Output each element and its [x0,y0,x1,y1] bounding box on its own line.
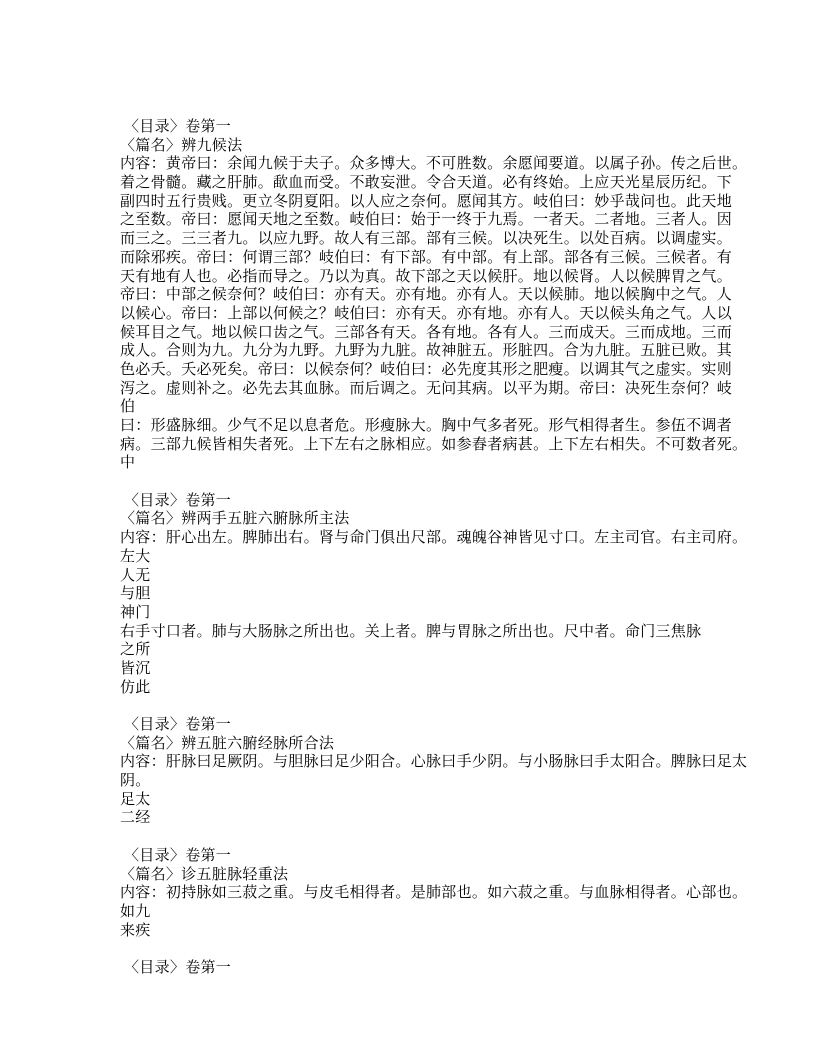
chapter-title: 〈篇名〉诊五脏脉轻重法 [120,864,289,883]
content-line: 病。三部九候皆相失者死。上下左右之脉相应。如参舂者病甚。上下左右相失。不可数者死。 [120,434,748,453]
content-line: 内容：肝脉曰足厥阴。与胆脉曰足少阳合。心脉曰手少阴。与小肠脉曰手太阳合。脾脉曰足太 [120,752,748,771]
section-bian-liang-shou [120,490,748,697]
section-zhen-wu-zang-qing-zhong [120,845,748,939]
chapter-title: 〈篇名〉辨两手五脏六腑脉所主法 [120,509,350,528]
content-line: 左大 [120,546,151,565]
content-line: 来疾 [120,920,151,939]
content-line: 如九 [120,901,151,920]
catalog-heading: 〈目录〉卷第一 [124,957,232,976]
catalog-heading: 〈目录〉卷第一 [124,117,232,135]
content-line: 二经 [120,808,151,827]
content-line: 之所 [120,640,151,659]
content-line: 右手寸口者。肺与大肠脉之所出也。关上者。脾与胃脉之所出也。尺中者。命门三焦脉 [120,621,702,640]
content-line: 泻之。虚则补之。必先去其血脉。而后调之。无问其病。以平为期。帝曰：决死生奈何？岐 [120,378,733,397]
content-line: 以候心。帝曰：上部以何候之？岐伯曰：亦有天。亦有地。亦有人。天以候头角之气。人以 [120,303,733,322]
content-line: 仿此 [120,677,151,696]
chapter-title: 〈篇名〉辨九候法 [120,135,243,154]
content-line: 内容：肝心出左。脾肺出右。肾与命门俱出尺部。魂魄谷神皆见寸口。左主司官。右主司府。 [120,528,748,547]
content-line: 色必夭。夭必死矣。帝曰：以候奈何？岐伯曰：必先度其形之肥瘦。以调其气之虚实。实则 [120,359,733,378]
content-line: 而除邪疾。帝曰：何谓三部？岐伯曰：有下部。有中部。有上部。部各有三候。三候者。有 [120,247,733,266]
content-line: 而三之。三三者九。以应九野。故人有三部。部有三候。以决死生。以处百病。以调虚实。 [120,229,733,248]
catalog-heading: 〈目录〉卷第一 [124,490,232,509]
content-line: 中 [120,453,136,472]
catalog-heading: 〈目录〉卷第一 [124,845,232,864]
content-line: 足太 [120,789,151,808]
content-line: 与胆 [120,584,151,603]
document-page [120,117,748,977]
content-line: 伯 [120,397,136,416]
content-line: 内容：黄帝曰：余闻九候于夫子。众多博大。不可胜数。余愿闻要道。以属子孙。传之后世。 [120,154,748,173]
content-line: 人无 [120,565,151,584]
content-line: 皆沉 [120,658,151,677]
content-line: 曰：形盛脉细。少气不足以息者危。形瘦脉大。胸中气多者死。形气相得者生。参伍不调者 [120,416,733,434]
catalog-heading: 〈目录〉卷第一 [124,715,232,733]
content-line: 着之骨髓。藏之肝肺。歃血而受。不敢妄泄。令合天道。必有终始。上应天光星辰历纪。下 [120,173,733,192]
content-line: 成人。合则为九。九分为九野。九野为九脏。故神脏五。形脏四。合为九脏。五脏已败。其 [120,341,733,360]
content-line: 之至数。帝曰：愿闻天地之至数。岐伯曰：始于一终于九焉。一者天。二者地。三者人。因 [120,210,733,229]
content-line: 内容：初持脉如三菽之重。与皮毛相得者。是肺部也。如六菽之重。与血脉相得者。心部也。 [120,883,748,902]
section-next [120,958,720,977]
content-line: 神门 [120,602,151,621]
content-line: 阴。 [120,771,151,790]
section-bian-jiu-hou-fa [120,117,748,472]
content-line: 帝曰：中部之候奈何？岐伯曰：亦有天。亦有地。亦有人。天以候肺。地以候胸中之气。人 [120,285,733,304]
chapter-title: 〈篇名〉辨五脏六腑经脉所合法 [120,733,335,752]
content-line: 候耳目之气。地以候口齿之气。三部各有天。各有地。各有人。三而成天。三而成地。三而 [120,322,733,341]
content-line: 副四时五行贵贱。更立冬阴夏阳。以人应之奈何。愿闻其方。岐伯曰：妙乎哉问也。此天地 [120,191,733,210]
section-bian-wu-zang-jing-mai [120,715,748,827]
content-line: 天有地有人也。必指而导之。乃以为真。故下部之天以候肝。地以候肾。人以候脾胃之气。 [120,266,733,285]
